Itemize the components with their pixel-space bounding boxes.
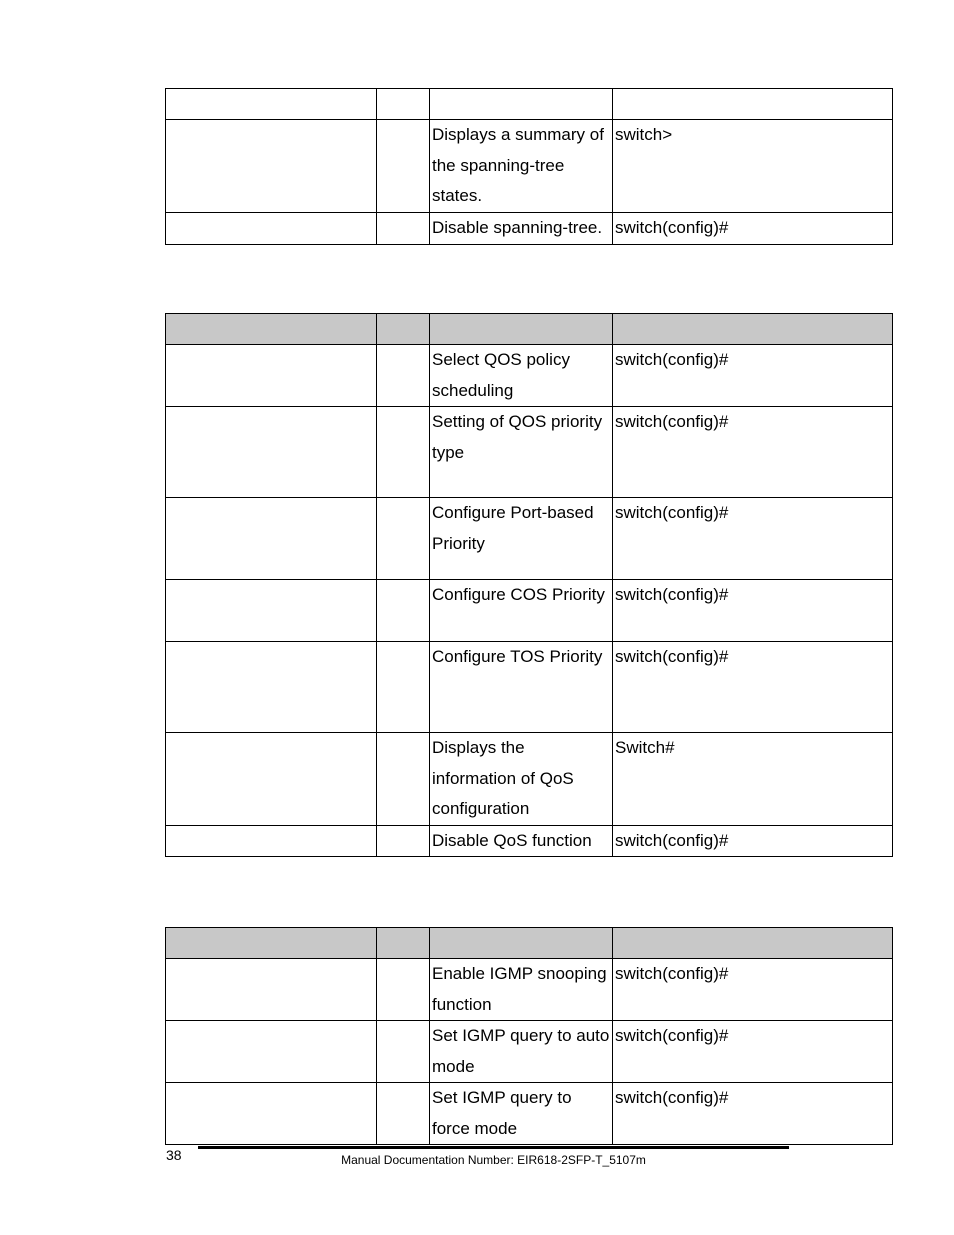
- mode-cell: [613, 89, 893, 120]
- header-cell: [166, 928, 377, 959]
- command-cell: [166, 1083, 377, 1145]
- mode-cell: switch(config)#: [613, 498, 893, 580]
- parameter-cell: [377, 498, 430, 580]
- table-row: [166, 825, 893, 857]
- mode-cell: switch(config)#: [613, 1021, 893, 1083]
- parameter-cell: [377, 407, 430, 498]
- command-cell: [166, 212, 377, 244]
- page-number: 38: [166, 1147, 182, 1163]
- parameter-cell: [377, 825, 430, 857]
- mode-cell: switch(config)#: [613, 1083, 893, 1145]
- command-cell: [166, 959, 377, 1021]
- header-cell: [377, 314, 430, 345]
- command-cell: [166, 120, 377, 213]
- mode-cell: switch(config)#: [613, 642, 893, 733]
- header-cell: [166, 314, 377, 345]
- description-cell: Disable spanning-tree.: [430, 212, 613, 244]
- header-cell: [613, 928, 893, 959]
- description-cell: Set IGMP query to force mode: [430, 1083, 613, 1145]
- table-row: [166, 407, 893, 498]
- table-row: [166, 580, 893, 642]
- command-cell: [166, 642, 377, 733]
- igmp-command-table: [165, 927, 893, 1145]
- description-cell: Setting of QOS priority type: [430, 407, 613, 498]
- table-row: [166, 733, 893, 826]
- description-cell: [430, 89, 613, 120]
- parameter-cell: [377, 89, 430, 120]
- command-cell: [166, 733, 377, 826]
- description-cell: Configure Port-based Priority: [430, 498, 613, 580]
- table-row: [166, 959, 893, 1021]
- mode-cell: switch(config)#: [613, 345, 893, 407]
- header-cell: [430, 314, 613, 345]
- parameter-cell: [377, 212, 430, 244]
- description-cell: Displays the information of QoS configuration: [430, 733, 613, 826]
- table-row: [166, 212, 893, 244]
- footer-divider: [198, 1146, 789, 1149]
- header-cell: [377, 928, 430, 959]
- description-cell: Displays a summary of the spanning-tree states.: [430, 120, 613, 213]
- parameter-cell: [377, 733, 430, 826]
- mode-cell: switch>: [613, 120, 893, 213]
- mode-cell: switch(config)#: [613, 212, 893, 244]
- parameter-cell: [377, 1083, 430, 1145]
- command-cell: [166, 89, 377, 120]
- table-row: [166, 120, 893, 213]
- command-cell: [166, 345, 377, 407]
- spanning-tree-command-table: [165, 88, 893, 245]
- documentation-number: Manual Documentation Number: EIR618-2SFP-T_5107m: [341, 1153, 646, 1167]
- description-cell: Set IGMP query to auto mode: [430, 1021, 613, 1083]
- table-header-row: [166, 928, 893, 959]
- command-cell: [166, 407, 377, 498]
- table-row: [166, 1021, 893, 1083]
- parameter-cell: [377, 1021, 430, 1083]
- mode-cell: switch(config)#: [613, 407, 893, 498]
- parameter-cell: [377, 345, 430, 407]
- mode-cell: switch(config)#: [613, 580, 893, 642]
- table-row: [166, 642, 893, 733]
- parameter-cell: [377, 580, 430, 642]
- command-cell: [166, 1021, 377, 1083]
- command-cell: [166, 580, 377, 642]
- mode-cell: Switch#: [613, 733, 893, 826]
- description-cell: Enable IGMP snooping function: [430, 959, 613, 1021]
- parameter-cell: [377, 120, 430, 213]
- parameter-cell: [377, 642, 430, 733]
- description-cell: Configure TOS Priority: [430, 642, 613, 733]
- table-row: [166, 498, 893, 580]
- parameter-cell: [377, 959, 430, 1021]
- header-cell: [613, 314, 893, 345]
- table-row: [166, 89, 893, 120]
- qos-command-table: [165, 313, 893, 857]
- command-cell: [166, 498, 377, 580]
- table-row: [166, 1083, 893, 1145]
- description-cell: Configure COS Priority: [430, 580, 613, 642]
- mode-cell: switch(config)#: [613, 959, 893, 1021]
- table-header-row: [166, 314, 893, 345]
- command-cell: [166, 825, 377, 857]
- mode-cell: switch(config)#: [613, 825, 893, 857]
- table-row: [166, 345, 893, 407]
- header-cell: [430, 928, 613, 959]
- description-cell: Select QOS policy scheduling: [430, 345, 613, 407]
- description-cell: Disable QoS function: [430, 825, 613, 857]
